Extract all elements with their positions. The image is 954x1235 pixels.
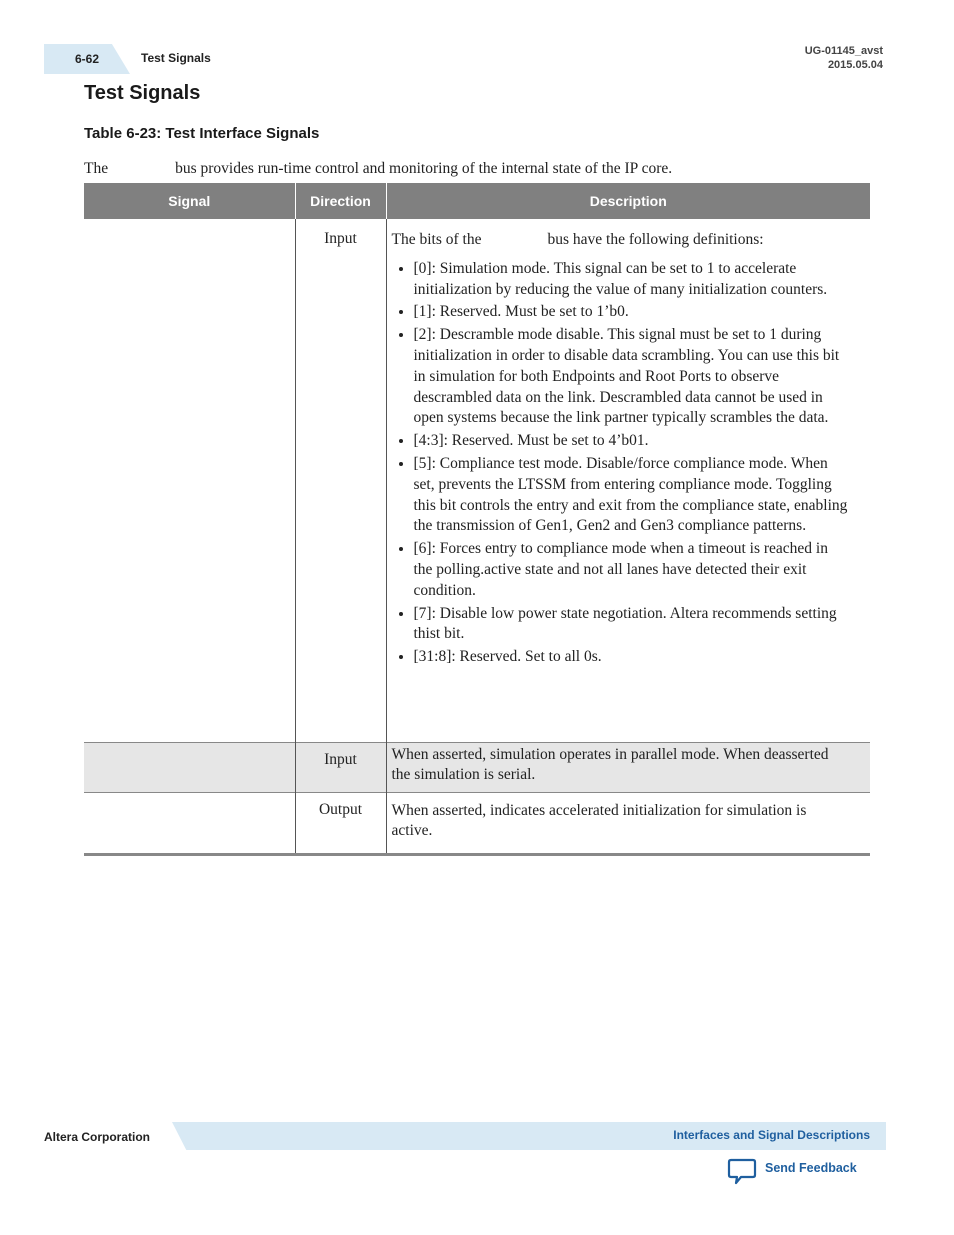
direction-value: Input — [324, 230, 357, 247]
description-cell — [386, 742, 870, 792]
column-header-signal: Signal — [84, 183, 295, 219]
intro-after: bus provides run-time control and monitoring of the internal state of the IP core. — [175, 160, 673, 177]
document-id — [805, 44, 883, 72]
direction-value: Output — [318, 800, 363, 818]
description-cell — [386, 219, 870, 742]
intro-paragraph — [84, 160, 672, 178]
table-row — [84, 742, 870, 792]
doc-date: 2015.05.04 — [827, 59, 883, 71]
description-text: When asserted, simulation operates in parallel mode. When deasserted the simulation is serial. — [391, 745, 829, 784]
description-cell — [386, 792, 870, 854]
description-text: When asserted, indicates accelerated initialization for simulation is active. — [391, 801, 807, 840]
page-number: 6-62 — [74, 52, 100, 66]
list-item: • [5]: Compliance test mode. Disable/force compliance mode. When set, prevents the LTSSM from entering compliance mode. Toggling this bit controls the entry and exit from the compliance state, enabling the transmission of Gen1, Gen2 and Gen3 compliance patterns. — [414, 454, 851, 537]
list-item: • [7]: Disable low power state negotiation. Altera recommends setting thist bit. — [414, 604, 851, 646]
table-title: Table 6-23: Test Interface Signals — [84, 125, 320, 142]
signal-cell — [84, 792, 295, 854]
column-header-description: Description — [386, 183, 870, 219]
send-feedback-link[interactable]: Send Feedback — [765, 1161, 857, 1175]
signal-cell — [84, 742, 295, 792]
table-header-row — [84, 183, 870, 219]
direction-cell — [295, 742, 386, 792]
bits-intro-before: The bits of the — [391, 231, 482, 248]
list-item: • [6]: Forces entry to compliance mode when a timeout is reached in the polling.active state and not all lanes have detected their exit condition. — [414, 539, 851, 601]
header-section-title: Test Signals — [141, 51, 211, 65]
bits-intro — [392, 230, 851, 251]
list-item: • [2]: Descramble mode disable. This signal must be set to 1 during initialization in order to disable data scrambling. You can use this bit in simulation for both Endpoints and Root Ports to observe descrambled data on the link. Descrambled data cannot be used in open systems because the link partner typically scrambles the data. — [414, 325, 851, 429]
list-item: • [1]: Reserved. Must be set to 1’b0. — [414, 302, 851, 323]
test-interface-signals-table — [84, 183, 870, 856]
table-row — [84, 792, 870, 854]
section-heading: Test Signals — [84, 82, 201, 104]
bits-intro-after: bus have the following definitions: — [547, 231, 764, 248]
bit-definition-list — [392, 259, 851, 668]
direction-value: Input — [324, 750, 357, 768]
footer-chapter-link[interactable]: Interfaces and Signal Descriptions — [673, 1128, 870, 1142]
list-item: • [0]: Simulation mode. This signal can be set to 1 to accelerate initialization by reducing the value of many initialization counters. — [414, 259, 851, 301]
intro-before: The — [84, 160, 109, 177]
list-item: • [4:3]: Reserved. Must be set to 4’b01. — [414, 431, 851, 452]
table-row — [84, 219, 870, 742]
column-header-direction: Direction — [295, 183, 386, 219]
direction-cell — [295, 792, 386, 854]
speech-bubble-icon[interactable] — [727, 1158, 757, 1186]
doc-id-code: UG-01145_avst — [804, 45, 883, 57]
footer-company: Altera Corporation — [44, 1130, 151, 1144]
signal-cell — [84, 219, 295, 742]
list-item: • [31:8]: Reserved. Set to all 0s. — [414, 647, 851, 668]
direction-cell — [295, 219, 386, 742]
